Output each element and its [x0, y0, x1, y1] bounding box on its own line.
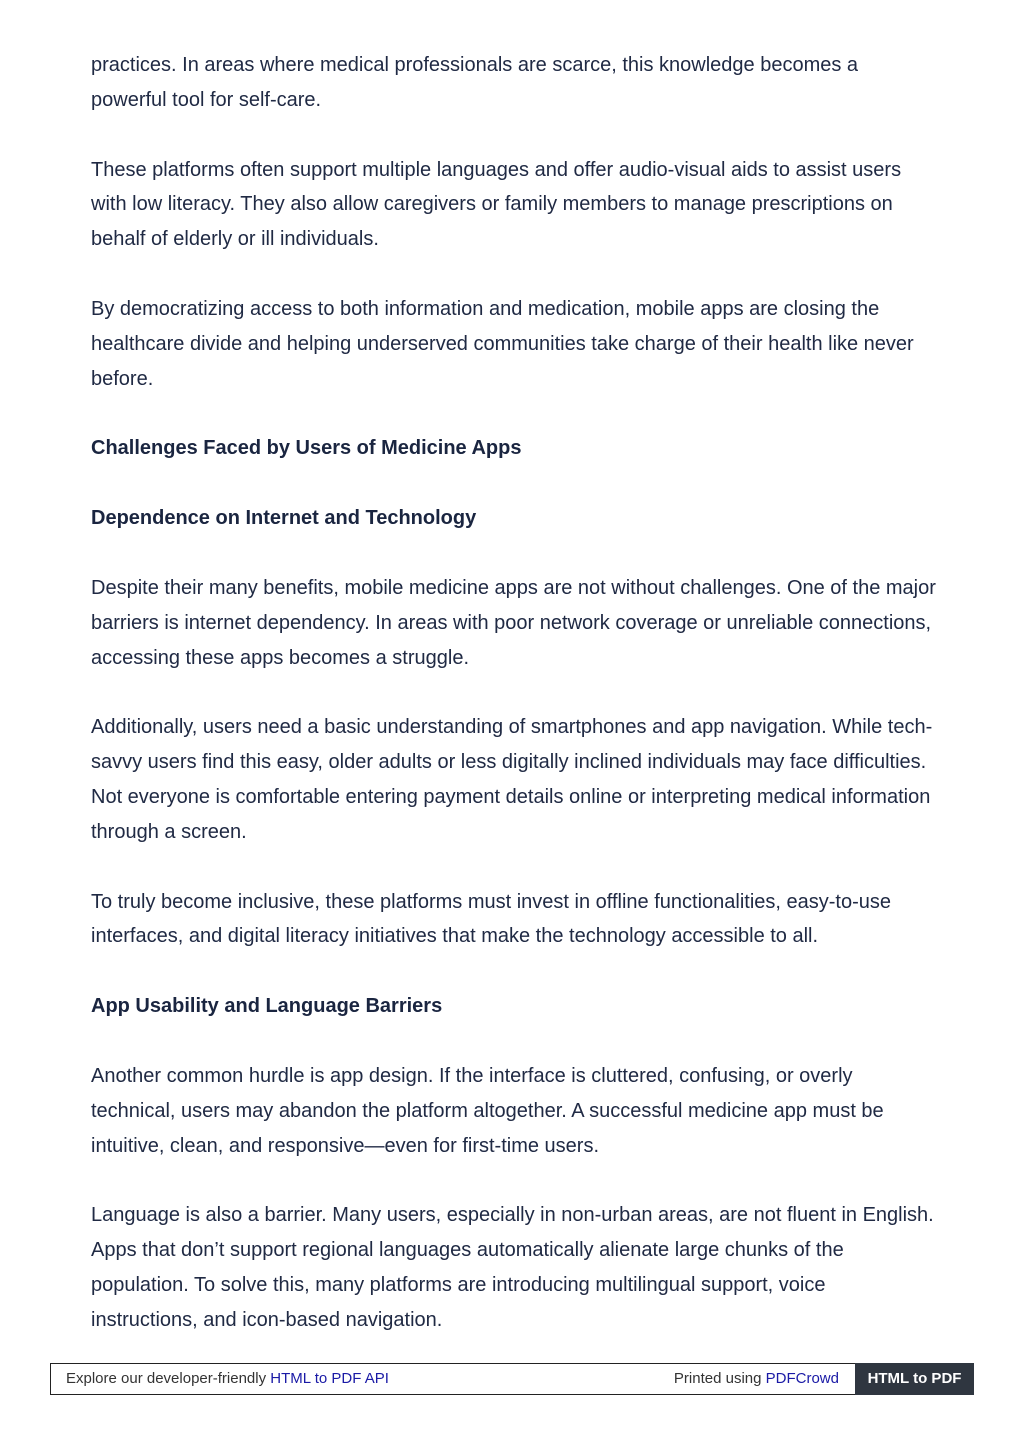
- footer-explore-text: Explore our developer-friendly: [66, 1370, 271, 1387]
- paragraph: Language is also a barrier. Many users, especially in non-urban areas, are not fluent in English. Apps that don’t support regional languages automatically alienate large chunks of the population. To solve this, many platforms are introducing multilingual support, voice instructions, and icon-based navigation.: [91, 1204, 934, 1331]
- paragraph: Another common hurdle is app design. If the interface is cluttered, confusing, or overly technical, users may abandon the platform altogether. A successful medicine app must be intuitive, clean, and responsive—even for first-time users.: [91, 1064, 884, 1157]
- subsection-heading: Dependence on Internet and Technology: [91, 507, 477, 530]
- footer-printed-text: Printed using: [673, 1370, 766, 1387]
- paragraph: Additionally, users need a basic understanding of smartphones and app navigation. While tech-savvy users find this easy, older adults or less digitally inclined individuals may face difficulties. Not everyone is comfortable entering payment details online or interpreting medical information through a screen.: [91, 716, 933, 843]
- html-to-pdf-button[interactable]: HTML to PDF: [855, 1363, 974, 1395]
- subsection-heading: App Usability and Language Barriers: [91, 995, 443, 1018]
- footer-printed: [674, 1364, 839, 1394]
- html-to-pdf-api-link[interactable]: HTML to PDF API: [270, 1370, 389, 1387]
- paragraph: To truly become inclusive, these platforms must invest in offline functionalities, easy-to-use interfaces, and digital literacy initiatives that make the technology accessible to all.: [91, 890, 891, 948]
- pdf-footer-bar: [50, 1363, 974, 1395]
- paragraph: These platforms often support multiple languages and offer audio-visual aids to assist users with low literacy. They also allow caregivers or family members to manage prescriptions on behalf of elderly or ill individuals.: [91, 158, 902, 251]
- paragraph: By democratizing access to both information and medication, mobile apps are closing the healthcare divide and helping underserved communities take charge of their health like never before.: [91, 297, 914, 390]
- section-heading: Challenges Faced by Users of Medicine Apps: [91, 437, 522, 460]
- article-body: [91, 48, 936, 1373]
- paragraph: Despite their many benefits, mobile medicine apps are not without challenges. One of the major barriers is internet dependency. In areas with poor network coverage or unreliable connections, accessing these apps becomes a struggle.: [91, 576, 936, 669]
- footer-explore: [66, 1364, 389, 1394]
- paragraph: practices. In areas where medical professionals are scarce, this knowledge becomes a powerful tool for self-care.: [91, 54, 859, 111]
- pdfcrowd-link[interactable]: PDFCrowd: [765, 1370, 839, 1387]
